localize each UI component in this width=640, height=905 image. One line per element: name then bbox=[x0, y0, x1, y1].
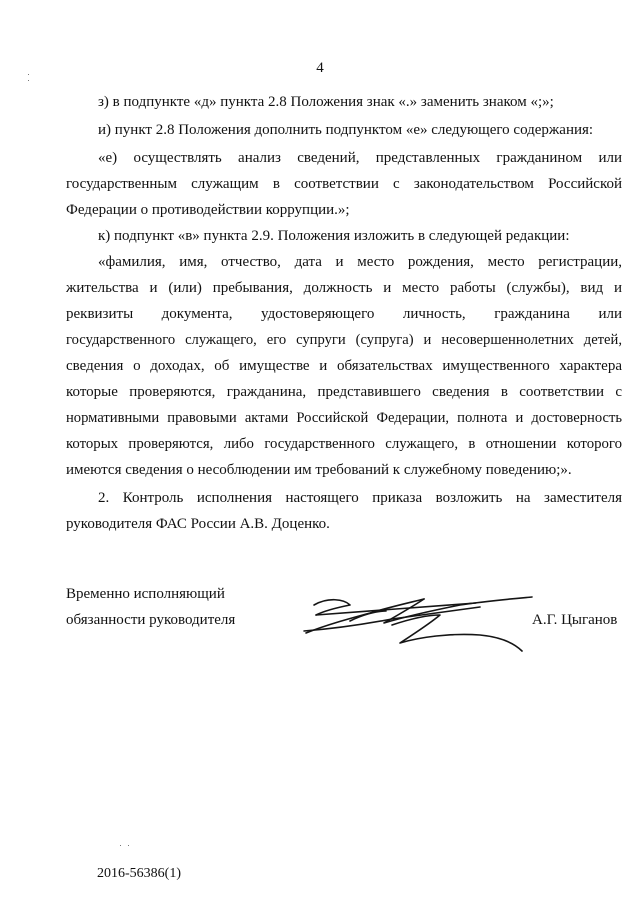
signatory-title-line2: обязанности руководителя bbox=[66, 612, 236, 628]
body-line-16: 2. Контроль исполнения настоящего приказа возложить на заместителя bbox=[98, 490, 622, 506]
scan-speck bbox=[120, 845, 121, 846]
body-line-11: сведения о доходах, об имуществе и обязательствах имущественного характера bbox=[66, 358, 622, 374]
body-line-12: которые проверяются, гражданина, представившего сведения в соответствии с bbox=[66, 384, 622, 400]
body-line-8: жительства и (или) пребывания, должность и место работы (службы), вид и bbox=[66, 280, 622, 296]
signatory-name: А.Г. Цыганов bbox=[532, 612, 618, 628]
body-line-5: Федерации о противодействии коррупции.»; bbox=[66, 202, 350, 218]
body-line-2: и) пункт 2.8 Положения дополнить подпунктом «е» следующего содержания: bbox=[98, 122, 594, 138]
body-line-7: «фамилия, имя, отчество, дата и место рождения, место регистрации, bbox=[98, 254, 622, 270]
body-line-13: нормативными правовыми актами Российской Федерации, полнота и достоверность bbox=[66, 410, 622, 426]
scan-speck bbox=[28, 80, 29, 81]
body-line-14: которых проверяются, либо государственного служащего, в отношении которого bbox=[66, 436, 622, 452]
page-number: 4 bbox=[316, 60, 324, 76]
body-line-15: имеются сведения о несоблюдении им требований к служебному поведению;». bbox=[66, 462, 572, 478]
handwritten-signature bbox=[300, 585, 540, 665]
document-id: 2016-56386(1) bbox=[97, 866, 181, 881]
body-line-3: «е) осуществлять анализ сведений, представленных гражданином или bbox=[98, 150, 622, 166]
signatory-title-line1: Временно исполняющий bbox=[66, 586, 225, 602]
scan-speck bbox=[28, 74, 29, 75]
scan-speck bbox=[128, 845, 129, 846]
body-line-4: государственным служащим в соответствии с законодательством Российской bbox=[66, 176, 622, 192]
body-line-1: з) в подпункте «д» пункта 2.8 Положения знак «.» заменить знаком «;»; bbox=[98, 94, 554, 110]
body-line-9: реквизиты документа, удостоверяющего личность, гражданина или bbox=[66, 306, 622, 322]
body-line-17: руководителя ФАС России А.В. Доценко. bbox=[66, 516, 330, 532]
body-line-10: государственного служащего, его супруги (супруга) и несовершеннолетних детей, bbox=[66, 332, 622, 348]
body-line-6: к) подпункт «в» пункта 2.9. Положения изложить в следующей редакции: bbox=[98, 228, 570, 244]
